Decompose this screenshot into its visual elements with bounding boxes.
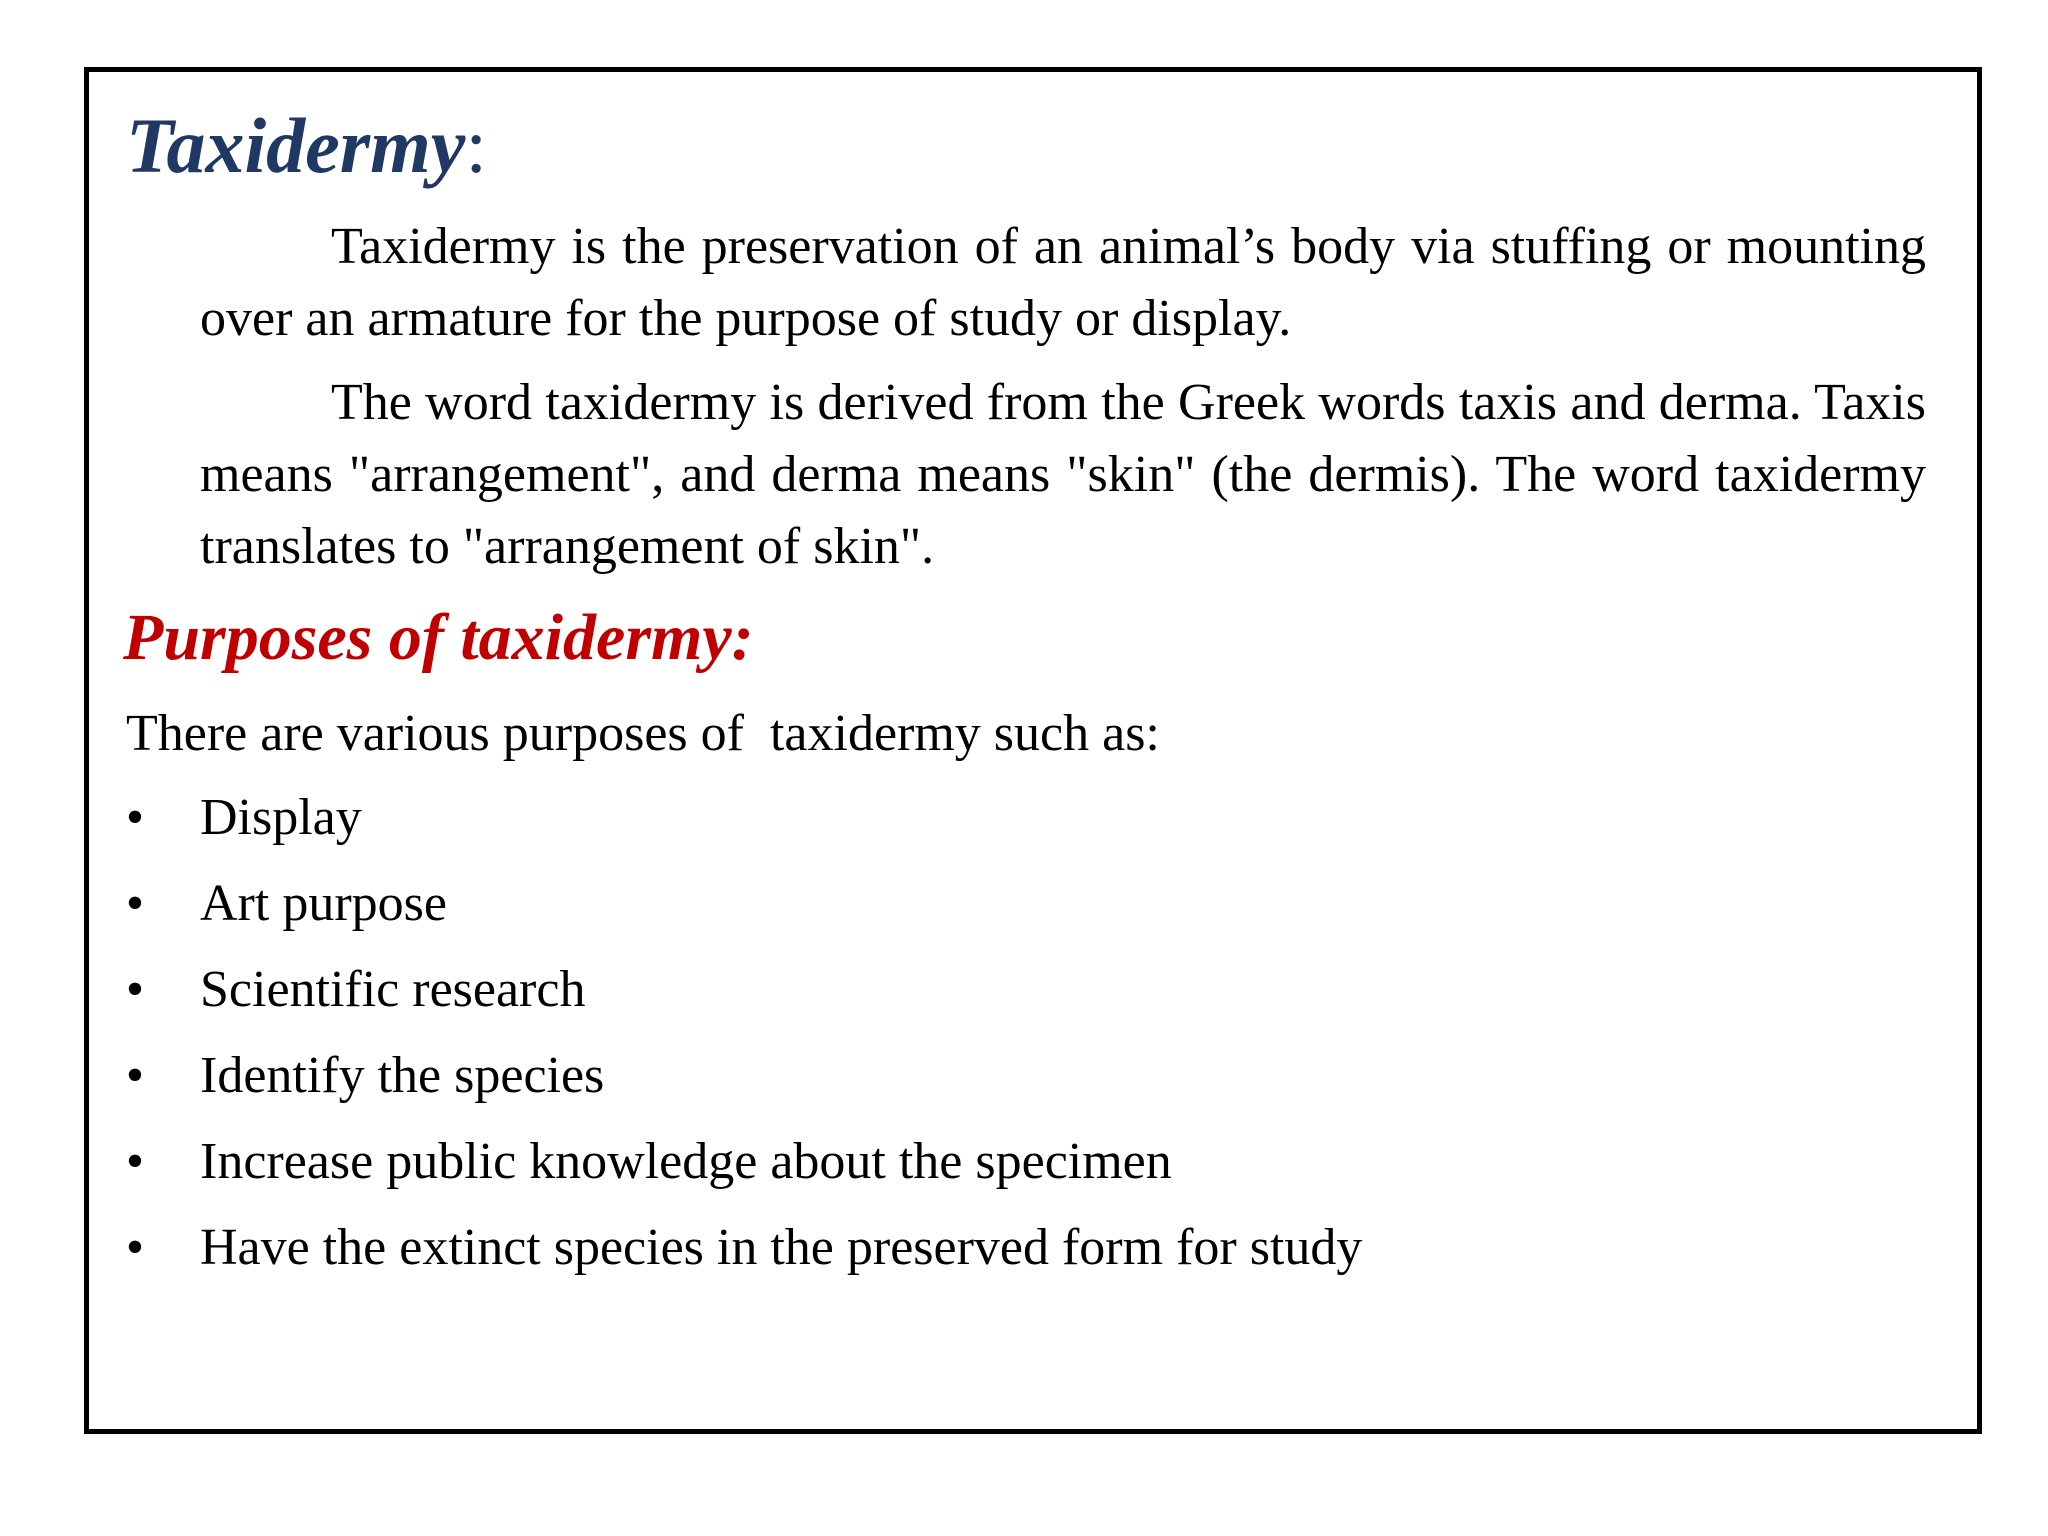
purposes-intro: There are various purposes of taxidermy such as: — [126, 705, 1160, 762]
heading-purposes: Purposes of taxidermy: — [123, 601, 754, 674]
bullet-icon: • — [125, 961, 145, 1018]
list-item-text: Scientific research — [200, 961, 586, 1018]
bullet-icon: • — [125, 1219, 145, 1276]
list-item-text: Display — [200, 789, 362, 846]
heading-taxidermy — [126, 100, 487, 192]
list-item-text: Identify the species — [200, 1047, 605, 1104]
bullet-icon: • — [125, 1047, 145, 1104]
paragraph-etymology: The word taxidermy is derived from the Greek words taxis and derma. Taxis means "arrangement", and derma means "skin" (the dermis). The word taxidermy translates to "arrangement of skin". — [200, 374, 1926, 575]
bullet-icon: • — [125, 789, 145, 846]
bullet-icon: • — [125, 1133, 145, 1190]
heading-taxidermy-title: Taxidermy — [126, 102, 466, 189]
list-item-text: Increase public knowledge about the specimen — [200, 1133, 1172, 1190]
bullet-icon: • — [125, 875, 145, 932]
list-item-text: Have the extinct species in the preserved form for study — [200, 1219, 1363, 1276]
list-item-text: Art purpose — [200, 875, 447, 932]
paragraph-definition: Taxidermy is the preservation of an animal’s body via stuffing or mounting over an armature for the purpose of study or display. — [200, 218, 1926, 347]
heading-taxidermy-colon: : — [465, 102, 488, 189]
